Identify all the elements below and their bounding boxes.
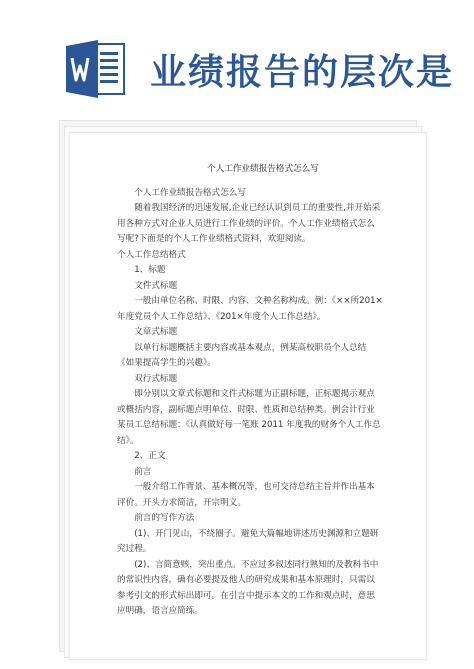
banner-header: [0, 0, 474, 118]
paragraph: 双行式标题: [134, 373, 178, 384]
word-document-icon: [64, 38, 128, 100]
paragraph: (1)、开门见山，不绕圈子。避免大篇幅地讲述历史渊源和立题研究过程。: [117, 528, 379, 554]
banner-title: 业绩报告的层次是: [150, 52, 455, 93]
paragraph: 文章式标题: [134, 327, 178, 337]
paragraph: 以单行标题概括主要内容或基本观点，例某高校职员个人总结《如果提高学生的兴趣》。: [117, 342, 367, 368]
document-title: 个人工作业绩报告格式怎么写: [207, 164, 319, 174]
paragraph: 文件式标题: [134, 280, 178, 291]
paragraph: 前言: [134, 466, 152, 477]
paragraph: 2、正文: [134, 451, 166, 461]
paragraph: 随着我国经济的迅速发展,企业已经认识到员工的重要性,并开始采用各种方式对企业人员进行工作业绩的评价。个人工作业绩格式怎么写呢?下面是的个人工作业绩格式资料，欢迎阅读。: [117, 203, 381, 244]
paragraph: 个人工作业绩报告格式怎么写: [134, 187, 246, 198]
section-heading: 个人工作总结格式: [117, 249, 186, 260]
paragraph: 即分别以文章式标题和文件式标题为正副标题，正标题揭示观点或概括内容，副标题点明单位、时限、性质和总结种类。例会计行业某员工总结标题：《认真做好每一笔账 2011 年度我的财务个人工作总结》。: [117, 389, 381, 446]
paragraph: 一般介绍工作背景、基本概况等，也可交待总结主旨并作出基本评价。开头力求简洁，开宗明义。: [117, 482, 375, 508]
paragraph: 一般由单位名称、时限、内容、文种名称构成。例：《××所201×年度党员个人工作总结》、《201×年度个人工作总结》。: [117, 296, 383, 322]
paragraph: 前言的写作方法: [134, 513, 195, 523]
document-body: [117, 162, 383, 620]
paragraph: 1、标题: [134, 265, 166, 275]
paragraph: (2)、言简意赅，突出重点。不应过多叙述同行熟知的及教科书中的常识性内容，确有必要提及他人的研究成果和基本原理时，只需以参考引文的形式标出即可。在引言中提示本文的工作和观点时，意思应明确，语言应简练。: [117, 559, 379, 616]
